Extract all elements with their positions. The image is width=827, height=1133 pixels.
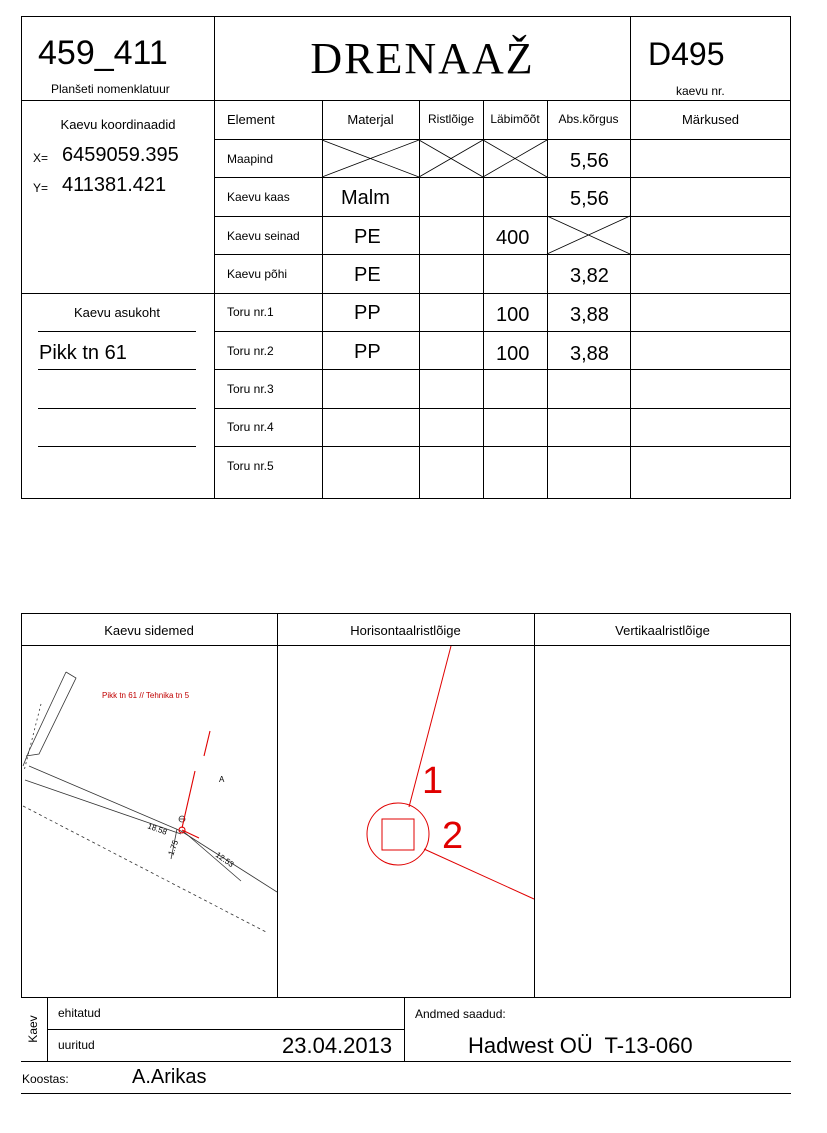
- location-label: Kaevu asukoht: [73, 305, 160, 320]
- col-header: Element: [227, 112, 275, 127]
- row-elevation: 5,56: [570, 188, 609, 210]
- row-diameter: 400: [496, 227, 530, 249]
- side-label: Kaev: [26, 1015, 40, 1043]
- map-caption: Pikk tn 61 // Tehnika tn 5: [102, 691, 190, 700]
- y-label: Y=: [33, 181, 49, 195]
- cross-out-marks: [214, 100, 791, 499]
- map-label: 18.58: [146, 821, 169, 837]
- row-element: Toru nr.3: [227, 382, 274, 396]
- row-element: Toru nr.1: [227, 305, 274, 319]
- row-material: PP: [354, 341, 381, 363]
- underline: [38, 331, 196, 332]
- row-elevation: 5,56: [570, 150, 609, 172]
- built-label: ehitatud: [58, 1006, 101, 1020]
- element-table: [214, 100, 791, 499]
- divider: [21, 293, 215, 294]
- panel-title-vertical: Vertikaalristlõige: [615, 623, 710, 638]
- col-header: Materjal: [347, 112, 394, 127]
- row-elevation: 3,88: [570, 304, 609, 326]
- row-material: Malm: [341, 187, 390, 209]
- underline: [38, 369, 196, 370]
- surveyed-date: 23.04.2013: [282, 1033, 393, 1058]
- coords-label: Kaevu koordinaadid: [60, 117, 176, 132]
- y-value: 411381.421: [62, 174, 167, 196]
- map-label: 12.53: [213, 850, 236, 870]
- row-elevation: 3,88: [570, 343, 609, 365]
- underline: [38, 408, 196, 409]
- divider: [404, 998, 405, 1061]
- row-element: Maapind: [227, 152, 274, 166]
- data-from-value: Hadwest OÜ T-13-060: [468, 1033, 693, 1058]
- col-header: Märkused: [681, 112, 740, 127]
- row-element: Kaevu põhi: [227, 267, 288, 281]
- map-label: A: [219, 775, 225, 784]
- divider: [21, 1061, 791, 1062]
- author-label: Koostas:: [22, 1072, 69, 1086]
- divider: [630, 16, 631, 101]
- row-element: Kaevu kaas: [227, 190, 290, 204]
- divider: [21, 1093, 791, 1094]
- divider: [534, 613, 535, 998]
- underline: [38, 446, 196, 447]
- row-material: PE: [354, 264, 381, 286]
- row-element: Toru nr.5: [227, 459, 274, 473]
- panel-title-links: Kaevu sidemed: [104, 623, 194, 638]
- horizontal-section-drawing: [278, 646, 534, 997]
- row-element: Kaevu seinad: [227, 229, 300, 243]
- nomenclature-label: Planšeti nomenklatuur: [51, 82, 170, 96]
- row-element: Toru nr.4: [227, 420, 274, 434]
- divider: [47, 1029, 404, 1030]
- nomenclature-value: 459_411: [38, 34, 168, 72]
- row-element: Toru nr.2: [227, 344, 274, 358]
- x-label: X=: [33, 151, 49, 165]
- data-from-label: Andmed saadud:: [415, 1007, 506, 1021]
- location-map-sketch: [21, 646, 277, 997]
- page-title: DRENAAŽ: [310, 34, 535, 83]
- col-header: Abs.kõrgus: [558, 112, 619, 126]
- map-label: 1.75: [166, 838, 181, 857]
- row-diameter: 100: [496, 304, 530, 326]
- well-label: kaevu nr.: [676, 84, 725, 98]
- col-header: Läbimõõt: [490, 112, 540, 126]
- col-header: Ristlõige: [427, 112, 475, 126]
- location-value: Pikk tn 61: [39, 342, 127, 364]
- well-id: D495: [648, 36, 725, 72]
- row-material: PE: [354, 226, 381, 248]
- surveyed-label: uuritud: [58, 1038, 95, 1052]
- row-elevation: 3,82: [570, 265, 609, 287]
- pipe-label-2: 2: [442, 815, 464, 857]
- author-value: A.Arikas: [132, 1066, 207, 1088]
- pipe-label-1: 1: [422, 760, 444, 802]
- x-value: 6459059.395: [62, 144, 179, 166]
- row-material: PP: [354, 302, 381, 324]
- panel-title-horizontal: Horisontaalristlõige: [350, 623, 461, 638]
- row-diameter: 100: [496, 343, 530, 365]
